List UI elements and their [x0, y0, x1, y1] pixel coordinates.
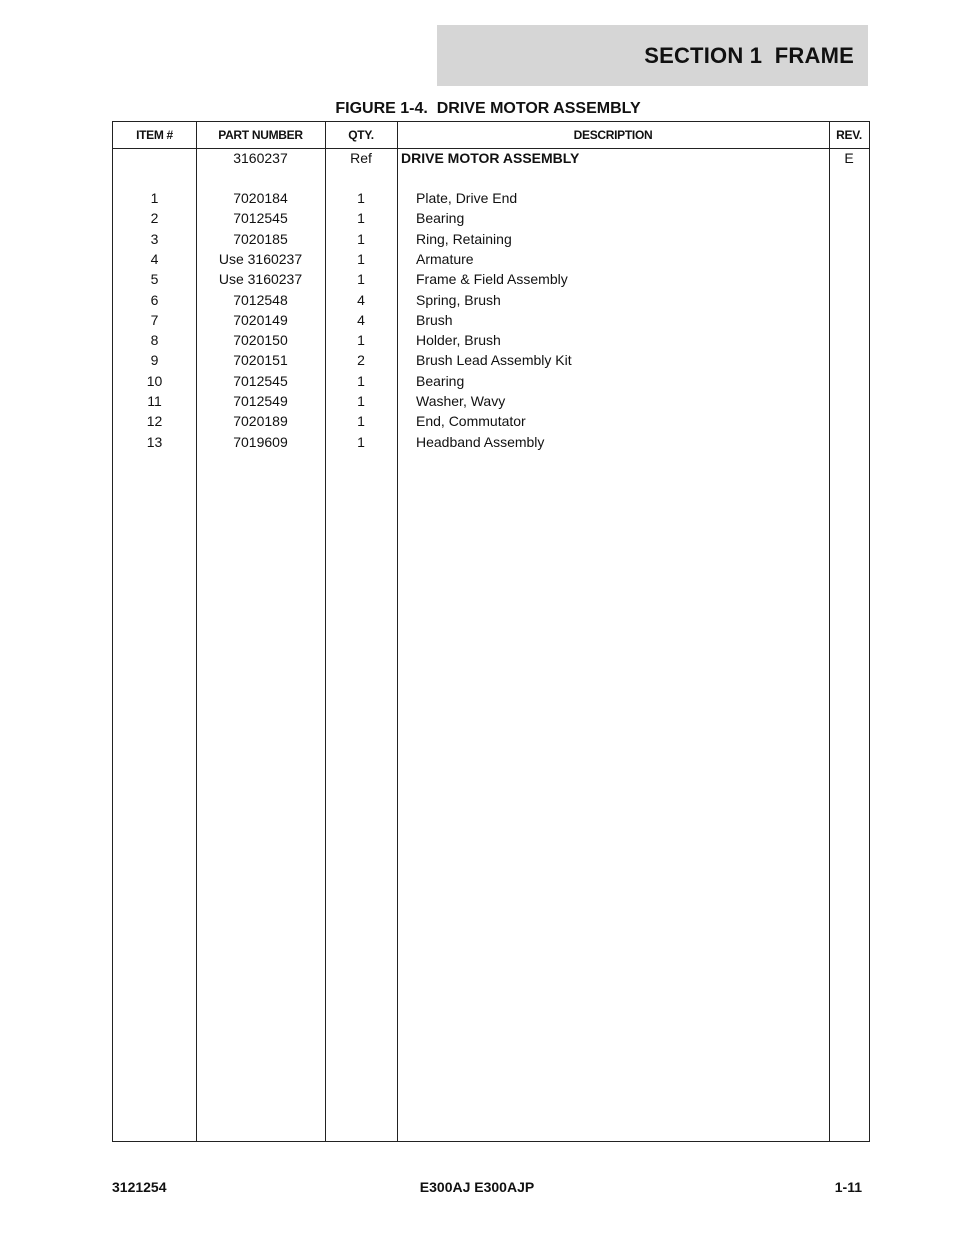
table-row: [113, 391, 869, 411]
row-part-number: Use 3160237: [218, 250, 303, 267]
section-banner: [437, 25, 868, 86]
row-description: Armature: [416, 250, 474, 267]
row-description: Frame & Field Assembly: [416, 271, 568, 288]
row-part-number: 7020189: [233, 413, 288, 430]
row-qty: 1: [357, 332, 365, 349]
row-part-number: 7020149: [233, 311, 288, 328]
row-qty: 1: [357, 393, 365, 409]
row-item: 13: [146, 433, 163, 450]
row-item: 7: [150, 311, 159, 328]
row-part-number: 7019609: [233, 433, 288, 450]
row-qty: 1: [357, 372, 365, 389]
table-row: [113, 249, 869, 269]
row-qty: 1: [357, 250, 365, 267]
row-part-number: 7020151: [233, 352, 288, 369]
row-item: 12: [146, 413, 163, 430]
row-part-number: 7020185: [233, 230, 288, 247]
row-part-number: 7012545: [233, 210, 288, 227]
row-description: Plate, Drive End: [416, 190, 518, 206]
row-description: Ring, Retaining: [416, 230, 512, 247]
assembly-rev: E: [844, 150, 854, 166]
assembly-qty: Ref: [350, 150, 372, 166]
row-qty: 2: [357, 352, 365, 369]
column-header-qty: QTY.: [348, 128, 374, 142]
column-header-rev: REV.: [836, 128, 862, 142]
table-row: [113, 330, 869, 350]
table-row: [113, 411, 869, 431]
table-row: [113, 290, 869, 310]
row-qty: 1: [357, 271, 365, 288]
row-description: Bearing: [416, 210, 465, 227]
table-row: [113, 188, 869, 208]
assembly-item: [113, 148, 196, 168]
table-row: [113, 229, 869, 249]
row-description: Washer, Wavy: [416, 393, 506, 409]
row-description: Bearing: [416, 372, 465, 389]
row-part-number: Use 3160237: [218, 271, 303, 288]
row-qty: 1: [357, 433, 365, 450]
footer-model: E300AJ E300AJP: [419, 1179, 535, 1195]
row-part-number: 7020184: [233, 190, 288, 206]
row-qty: 1: [357, 210, 365, 227]
row-description: Brush: [416, 311, 453, 328]
row-description: Brush Lead Assembly Kit: [416, 352, 572, 369]
assembly-part-number: 3160237: [233, 150, 288, 166]
row-qty: 1: [357, 413, 365, 430]
footer-manual-number: 3121254: [112, 1179, 167, 1195]
table-row: [113, 432, 869, 452]
figure-title: FIGURE 1-4. DRIVE MOTOR ASSEMBLY: [335, 100, 641, 117]
table-row: [113, 350, 869, 370]
row-part-number: 7020150: [233, 332, 288, 349]
row-qty: 4: [357, 291, 365, 308]
parts-table: [112, 121, 870, 1142]
row-item: 9: [150, 352, 159, 369]
row-item: 4: [150, 250, 159, 267]
table-row: [113, 208, 869, 228]
column-header-description: DESCRIPTION: [573, 128, 653, 142]
row-description: Headband Assembly: [416, 433, 545, 450]
row-item: 2: [150, 210, 159, 227]
row-item: 5: [150, 271, 159, 288]
row-item: 10: [146, 372, 163, 389]
row-description: End, Commutator: [416, 413, 526, 430]
assembly-row: [113, 148, 869, 168]
row-part-number: 7012545: [233, 372, 288, 389]
row-item: 11: [147, 393, 162, 409]
column-header-item: ITEM #: [136, 128, 173, 142]
row-item: 3: [150, 230, 159, 247]
row-item: 1: [150, 190, 159, 206]
row-description: Spring, Brush: [416, 291, 501, 308]
table-row: [113, 310, 869, 330]
row-qty: 4: [357, 311, 365, 328]
section-title: SECTION 1 FRAME: [644, 42, 854, 68]
row-item: 6: [150, 291, 159, 308]
table-row: [113, 269, 869, 289]
row-description: Holder, Brush: [416, 332, 501, 349]
row-item: 8: [150, 332, 159, 349]
assembly-description: DRIVE MOTOR ASSEMBLY: [401, 150, 580, 166]
table-row: [113, 371, 869, 391]
row-qty: 1: [357, 190, 365, 206]
row-part-number: 7012549: [233, 393, 288, 409]
column-header-part-number: PART NUMBER: [218, 128, 303, 142]
row-qty: 1: [357, 230, 365, 247]
footer-page-number: 1-11: [834, 1179, 862, 1195]
row-part-number: 7012548: [233, 291, 288, 308]
